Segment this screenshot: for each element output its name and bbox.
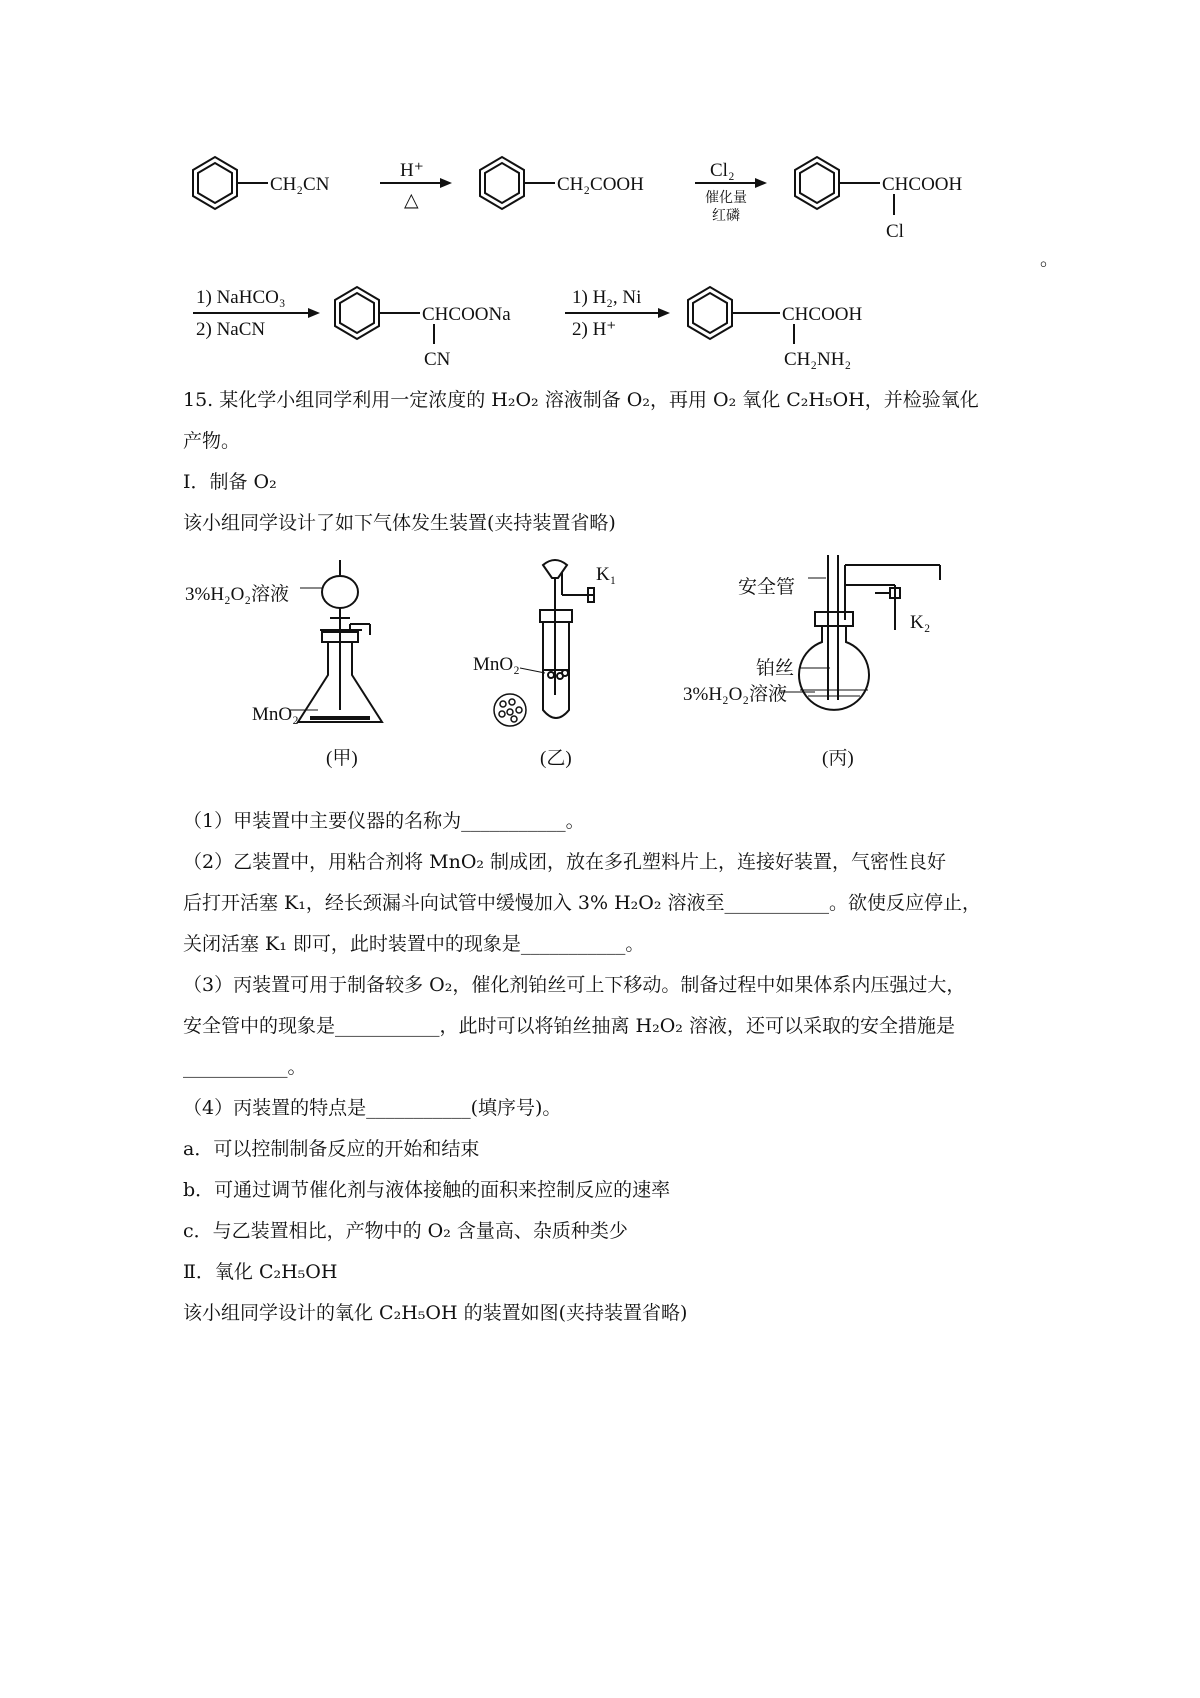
part-1-title: Ⅰ．制备 O₂ [183,471,277,493]
arrow-3-reagent-2: 2) NaCN [196,319,266,340]
yi-k1-label: K₁ [596,564,617,585]
benzene-ring-4 [335,287,379,339]
bing-caption: (丙) [822,748,854,769]
reaction-scheme [0,0,1200,380]
arrow-2-reagent: Cl₂ [710,160,735,181]
question-15-line-2: 产物。 [183,430,241,452]
jia-catalyst-label: MnO₂ [252,704,299,725]
bing-wire-label: 铂丝 [756,658,795,679]
jia-caption: (甲) [326,748,358,769]
arrow-1-condition: △ [404,190,419,211]
product-4-substituent: CH₂NH₂ [784,349,852,370]
arrow-3-reagent-1: 1) NaHCO₃ [196,287,286,308]
yi-catalyst-label: MnO₂ [473,654,520,675]
sub-question-3-line-3: ___________。 [183,1056,307,1078]
part-2-description: 该小组同学设计的氧化 C₂H₅OH 的装置如图(夹持装置省略) [183,1302,688,1324]
option-a: a．可以控制制备反应的开始和结束 [183,1138,480,1160]
benzene-ring-3 [795,157,839,209]
arrow-2-condition-1: 催化量 [705,191,747,206]
option-b: b．可通过调节催化剂与液体接触的面积来控制反应的速率 [183,1179,671,1201]
product-3-substituent: CN [424,349,451,370]
yi-caption: (乙) [540,748,572,769]
sub-question-3-line-1: （3）丙装置可用于制备较多 O₂，催化剂铂丝可上下移动。制备过程中如果体系内压强过大， [183,974,966,996]
arrow-4-reagent-2: 2) H⁺ [572,319,617,340]
sub-question-2-line-2: 后打开活塞 K₁，经长颈漏斗向试管中缓慢加入 3% H₂O₂ 溶液至___________。欲使反应停止， [183,892,981,914]
jia-solution-label: 3%H₂O₂溶液 [185,584,290,605]
apparatus-yi [540,560,595,718]
product-1-formula: CH₂COOH [557,174,644,195]
scheme-period: 。 [1040,249,1060,270]
arrow-3 [193,308,320,318]
sub-question-2-line-1: （2）乙装置中，用粘合剂将 MnO₂ 制成团，放在多孔塑料片上，连接好装置，气密性良好 [183,851,947,873]
sub-question-2-line-3: 关闭活塞 K₁ 即可，此时装置中的现象是___________。 [183,933,645,955]
product-4-formula: CHCOOH [782,304,863,325]
arrow-4 [565,308,670,318]
apparatus-jia [298,560,382,722]
product-2-substituent: Cl [886,221,904,242]
arrow-4-reagent-1: 1) H₂, Ni [572,287,642,308]
benzene-ring-2 [480,157,524,209]
sub-question-3-line-2: 安全管中的现象是___________，此时可以将铂丝抽离 H₂O₂ 溶液，还可以采取的安全措施是 [183,1015,955,1037]
sub-question-4: （4）丙装置的特点是___________(填序号)。 [183,1097,562,1119]
option-c: c．与乙装置相比，产物中的 O₂ 含量高、杂质种类少 [183,1220,628,1242]
bing-k2-label: K₂ [910,612,931,633]
porous-plate-inset [494,694,526,726]
part-2-title: Ⅱ．氧化 C₂H₅OH [183,1261,338,1283]
apparatus-figure [0,550,1200,780]
benzene-ring-1 [193,157,237,209]
arrow-2-condition-2: 红磷 [712,209,740,224]
question-15-line-1: 15. 某化学小组同学利用一定浓度的 H₂O₂ 溶液制备 O₂，再用 O₂ 氧化 C₂H₅OH，并检验氧化 [183,389,979,411]
reactant-formula: CH₂CN [270,174,330,195]
benzene-ring-5 [688,287,732,339]
bing-safety-tube-label: 安全管 [738,577,796,598]
sub-question-1: （1）甲装置中主要仪器的名称为___________。 [183,810,585,832]
part-1-description: 该小组同学设计了如下气体发生装置(夹持装置省略) [183,512,616,534]
arrow-1-reagent: H⁺ [400,160,424,181]
product-3-formula: CHCOONa [422,304,511,325]
bing-solution-label: 3%H₂O₂溶液 [683,684,788,705]
product-2-formula: CHCOOH [882,174,963,195]
